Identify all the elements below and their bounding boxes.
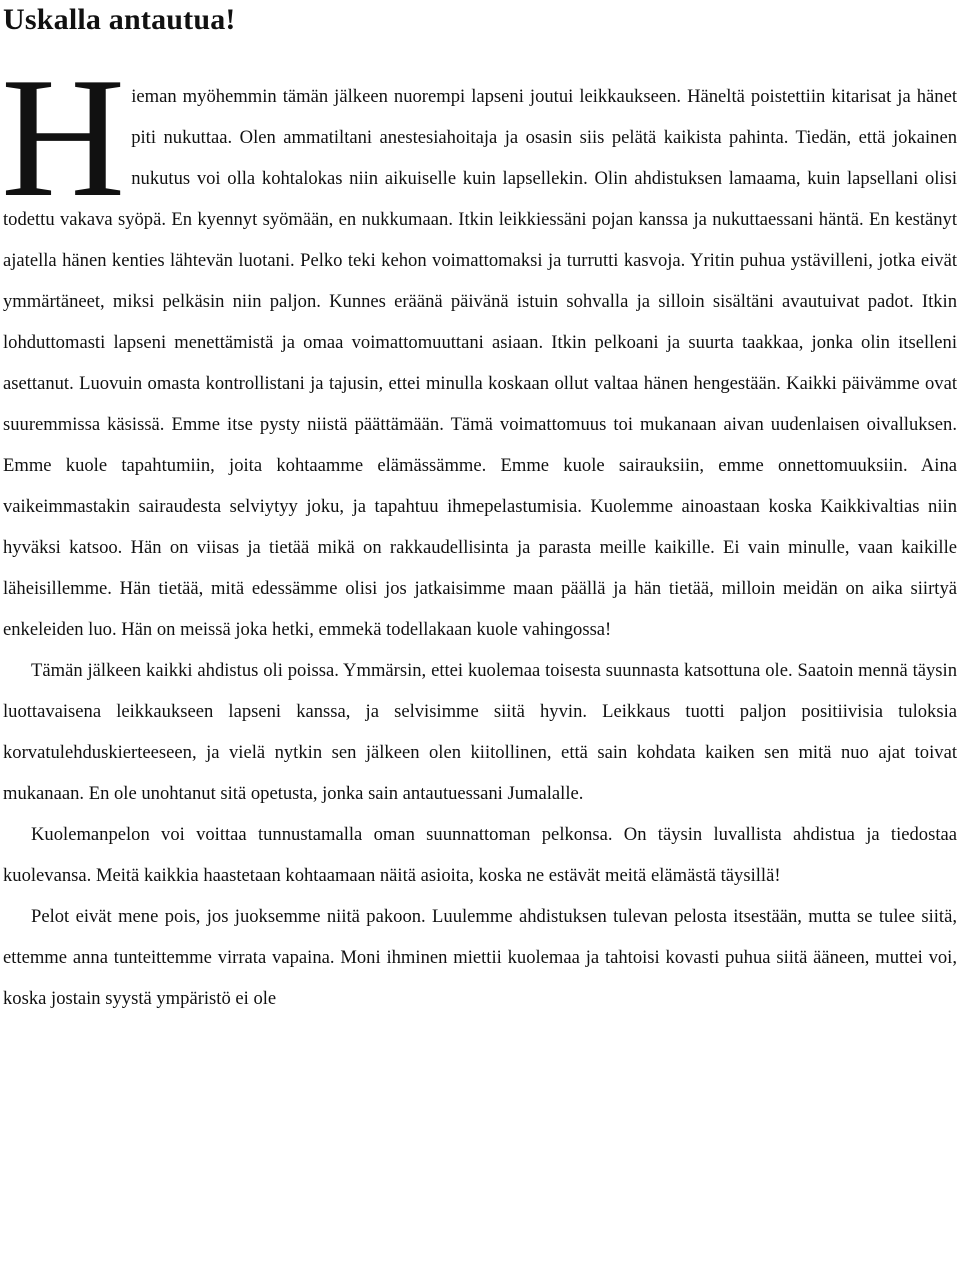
paragraph-2: Tämän jälkeen kaikki ahdistus oli poissa. Ymmärsin, ettei kuolemaa toisesta suunnasta katsottuna ole. Saatoin mennä täysin luottavaisena leikkaukseen lapseni kanssa, ja selvisimme siitä hyvin. Leikkaus tuotti paljon positiivisia tuloksia korvatulehduskierteeseen, ja vielä nytkin sen jälkeen olen kiitollinen, että sain kohdata kaiken sen mitä nuo ajat toivat mukanaan. En ole unohtanut sitä opetusta, jonka sain antautuessani Jumalalle. [3,660,957,804]
paragraph-4: Pelot eivät mene pois, jos juoksemme niitä pakoon. Luulemme ahdistuksen tulevan pelosta itsestään, mutta se tulee siitä, ettemme anna tunteittemme virrata vapaina. Moni ihminen miettii kuolemaa ja tahtoisi kovasti puhua siitä ääneen, muttei voi, koska jostain syystä ympäristö ei ole [3,906,957,1009]
document-page [3,0,957,1019]
drop-cap-letter: H [1,43,126,233]
paragraph-1-text: ieman myöhemmin tämän jälkeen nuorempi lapseni joutui leikkaukseen. Häneltä poistettiin kitarisat ja hänet piti nukuttaa. Olen ammatiltani anestesiahoitaja ja osasin siis pelätä kaikista pahinta. Tiedän, että jokainen nukutus voi olla kohtalokas niin aikuiselle kuin lapsellekin. Olin ahdistuksen lamaama, kuin lapsellani olisi todettu vakava syöpä. En kyennyt syömään, en nukkumaan. Itkin leikkiessäni pojan kanssa ja nukuttaessani häntä. En kestänyt ajatella hänen kenties lähtevän luotani. Pelko teki kehon voimattomaksi ja turrutti kasvoja. Yritin puhua ystävilleni, jotka eivät ymmärtäneet, miksi pelkäsin niin paljon. Kunnes eräänä päivänä istuin sohvalla ja silloin sisältäni avautuivat padot. Itkin lohduttomasti lapseni menettämistä ja omaa voimattomuuttani asiaan. Itkin pelkoani ja suurta taakkaa, jonka olin itselleni asettanut. Luovuin omasta kontrollistani ja tajusin, ettei minulla koskaan ollut valtaa hänen hengestään. Kaikki päivämme ovat suuremmissa käsissä. Emme itse pysty niistä päättämään. Tämä voimattomuus toi mukanaan aivan uudenlaisen oivalluksen. Emme kuole tapahtumiin, joita kohtaamme elämässämme. Emme kuole sairauksiin, emme onnettomuuksiin. Aina vaikeimmastakin sairaudesta selviytyy joku, ja tapahtuu ihmepelastumisia. Kuolemme ainoastaan koska Kaikkivaltias niin hyväksi katsoo. Hän on viisas ja tietää mikä on rakkaudellisinta ja parasta meille kaikille. Ei vain minulle, vaan kaikille läheisillemme. Hän tietää, mitä edessämme olisi jos jatkaisimme maan päällä ja hän tietää, milloin meidän on aika siirtyä enkeleiden luo. Hän on meissä joka hetki, emmekä todellakaan kuole vahingossa! [3,86,957,640]
paragraph-3: Kuolemanpelon voi voittaa tunnustamalla oman suunnattoman pelkonsa. On täysin luvallista ahdistua ja tiedostaa kuolevansa. Meitä kaikkia haastetaan kohtaamaan näitä asioita, koska ne estävät meitä elämästä täysillä! [3,824,957,886]
document-body [1,43,957,1019]
paragraph-1 [1,43,957,650]
document-title: Uskalla antautua! [3,3,236,36]
